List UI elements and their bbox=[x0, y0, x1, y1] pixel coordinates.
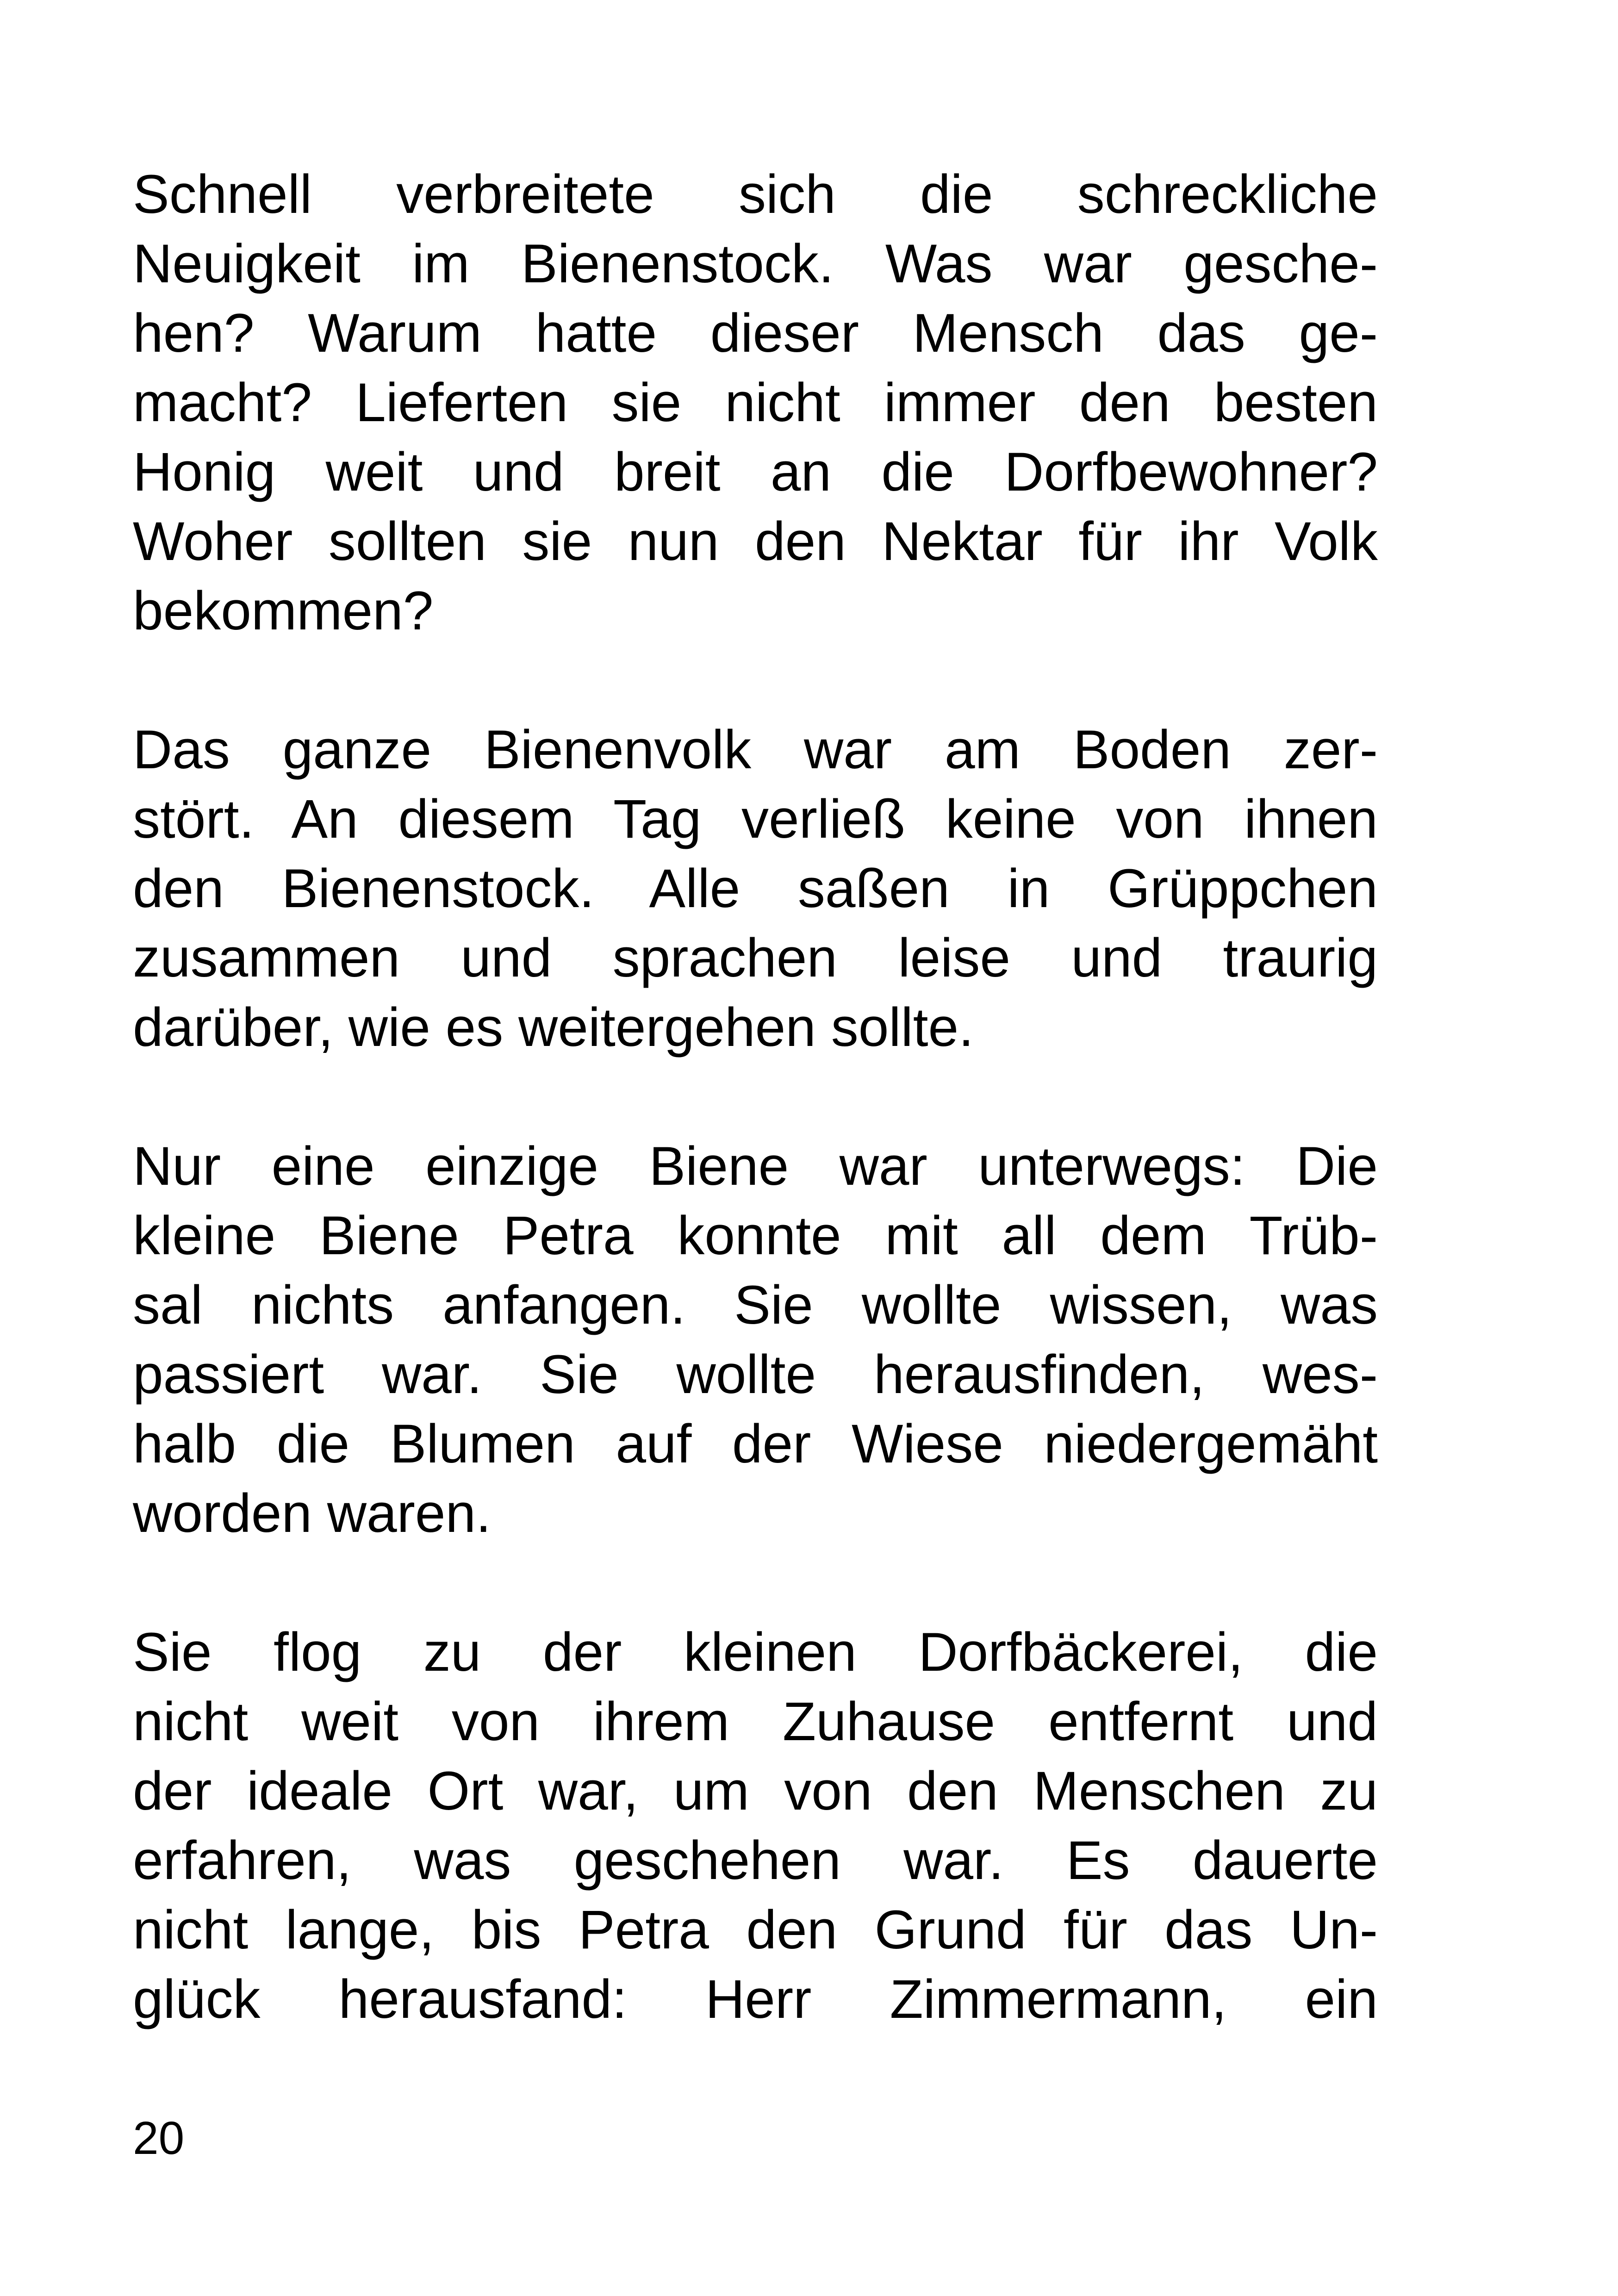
text-line: bekommen? bbox=[133, 580, 434, 641]
paragraph-3 bbox=[133, 1132, 1378, 1548]
text-line: nicht lange, bis Petra den Grund für das Un- bbox=[133, 1899, 1378, 1960]
page-number: 20 bbox=[133, 2112, 185, 2164]
text-line: worden waren. bbox=[133, 1483, 491, 1544]
text-line: kleine Biene Petra konnte mit all dem Trüb- bbox=[133, 1205, 1378, 1266]
text-line: glück herausfand: Herr Zimmermann, ein bbox=[133, 1969, 1378, 2030]
paragraph-spacer bbox=[133, 1548, 1378, 1618]
text-line: erfahren, was geschehen war. Es dauerte bbox=[133, 1830, 1378, 1891]
text-line: passiert war. Sie wollte herausfinden, wes- bbox=[133, 1344, 1378, 1405]
text-line: Sie flog zu der kleinen Dorfbäckerei, die bbox=[133, 1622, 1378, 1683]
text-line: Neuigkeit im Bienenstock. Was war gesche- bbox=[133, 233, 1378, 294]
text-line: halb die Blumen auf der Wiese niedergemäht bbox=[133, 1413, 1378, 1475]
paragraph-spacer bbox=[133, 1062, 1378, 1132]
paragraph-4 bbox=[133, 1618, 1378, 2034]
text-line: Woher sollten sie nun den Nektar für ihr Volk bbox=[133, 511, 1378, 572]
paragraph-spacer bbox=[133, 646, 1378, 715]
text-line: nicht weit von ihrem Zuhause entfernt und bbox=[133, 1691, 1378, 1752]
text-line: zusammen und sprachen leise und traurig bbox=[133, 927, 1378, 989]
text-line: darüber, wie es weitergehen sollte. bbox=[133, 997, 974, 1058]
text-line: der ideale Ort war, um von den Menschen zu bbox=[133, 1761, 1378, 1822]
paragraph-1 bbox=[133, 160, 1378, 646]
text-line: Nur eine einzige Biene war unterwegs: Die bbox=[133, 1136, 1378, 1197]
body-text bbox=[133, 160, 1378, 2034]
text-line: hen? Warum hatte dieser Mensch das ge- bbox=[133, 303, 1378, 364]
text-line: macht? Lieferten sie nicht immer den besten bbox=[133, 372, 1378, 433]
text-line: Honig weit und breit an die Dorfbewohner? bbox=[133, 442, 1378, 503]
text-line: Das ganze Bienenvolk war am Boden zer- bbox=[133, 719, 1378, 780]
text-line: stört. An diesem Tag verließ keine von ihnen bbox=[133, 789, 1378, 850]
text-line: sal nichts anfangen. Sie wollte wissen, was bbox=[133, 1275, 1378, 1336]
paragraph-2 bbox=[133, 715, 1378, 1062]
text-line: den Bienenstock. Alle saßen in Grüppchen bbox=[133, 858, 1378, 919]
text-line: Schnell verbreitete sich die schreckliche bbox=[133, 164, 1378, 225]
